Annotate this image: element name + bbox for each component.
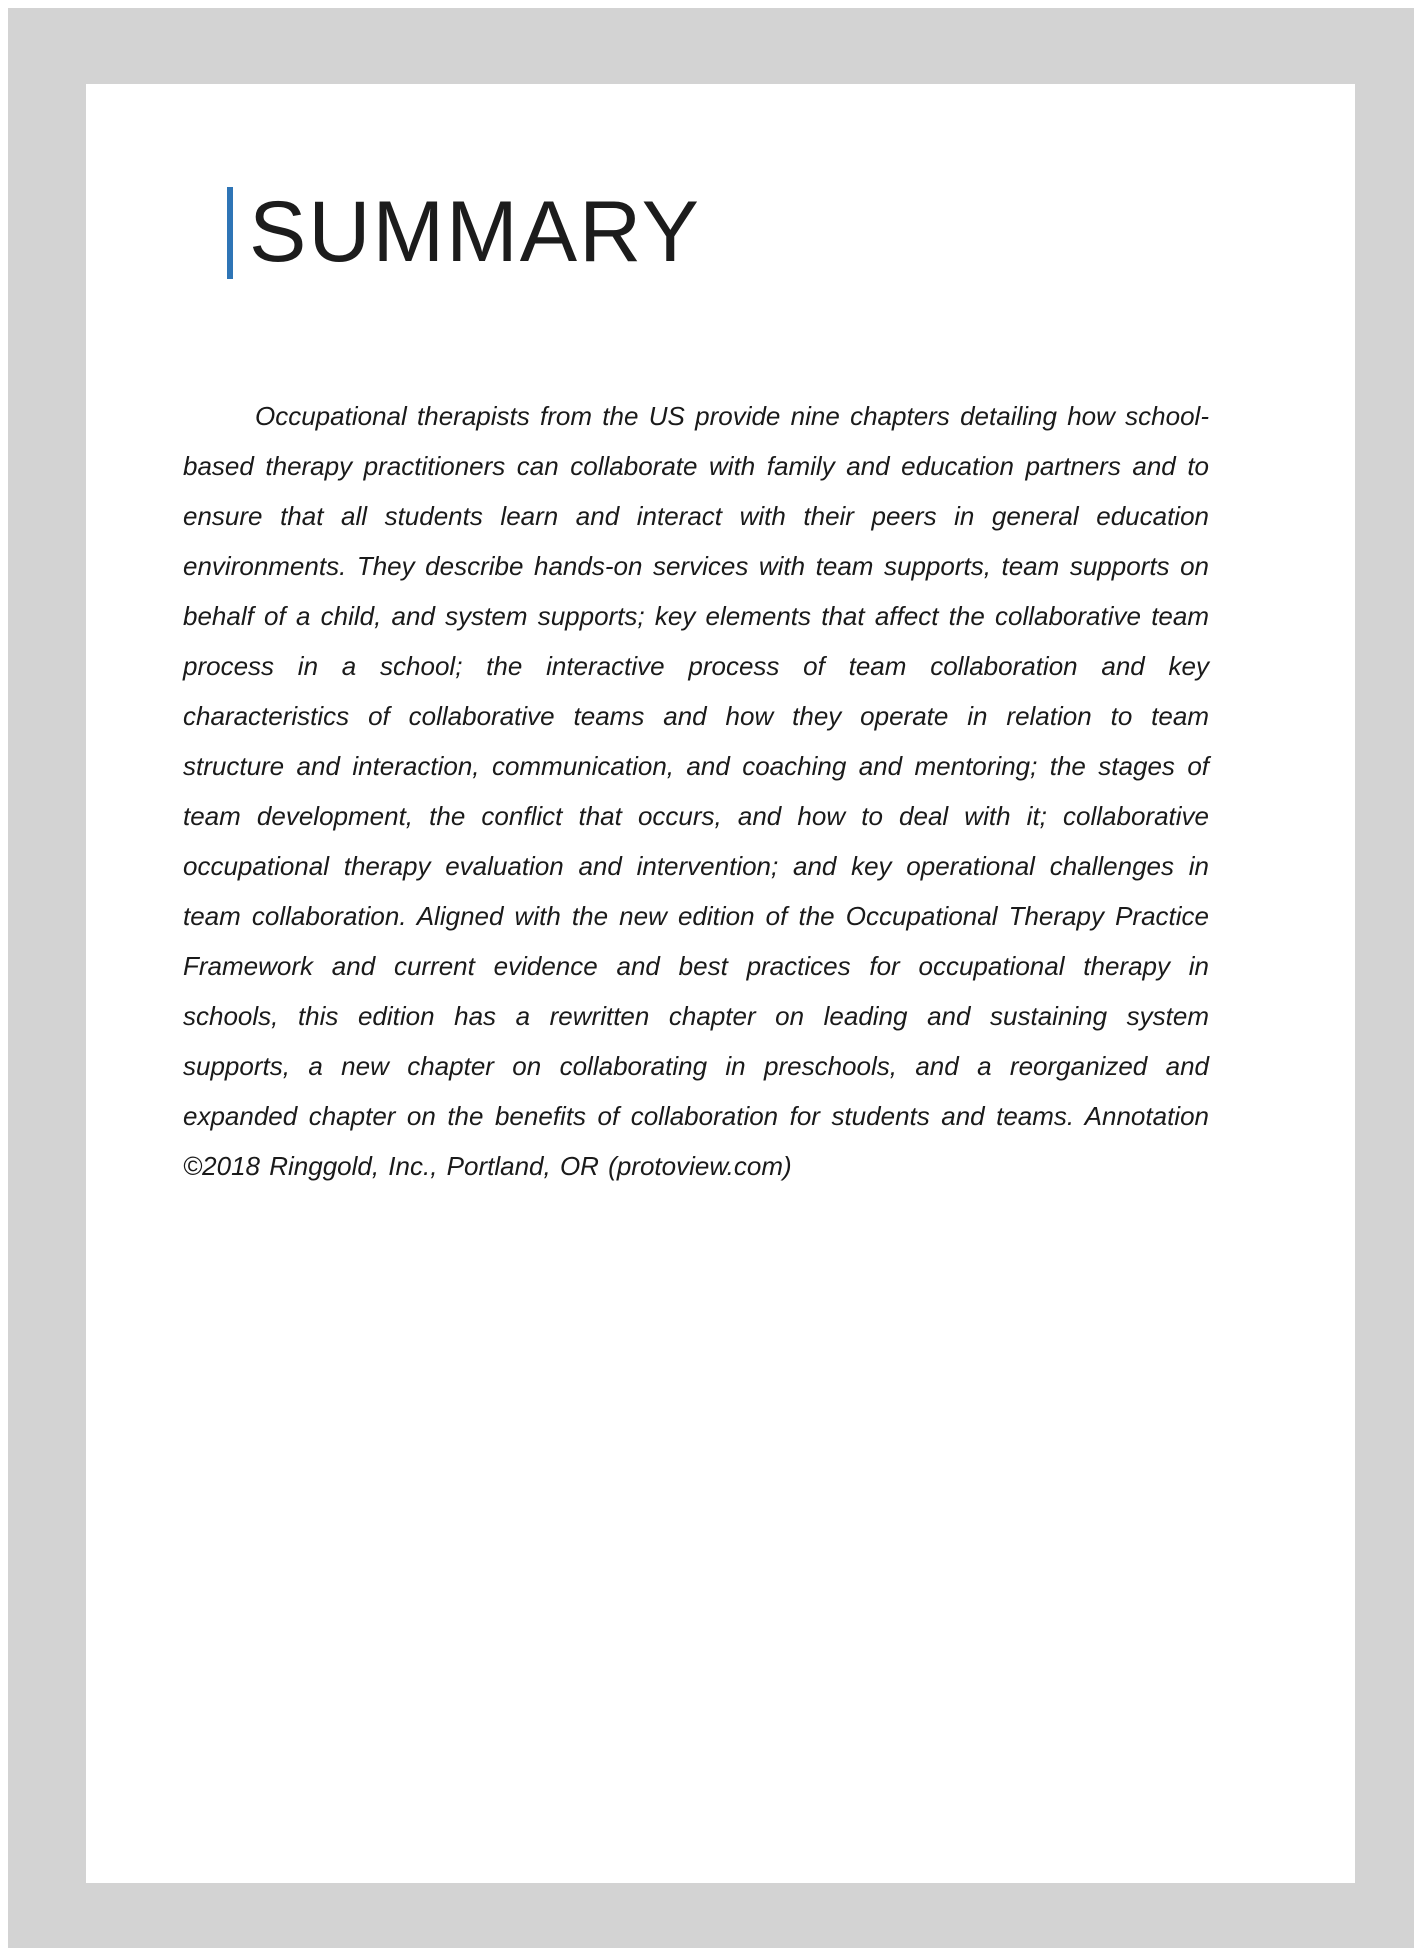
page-title: SUMMARY <box>249 184 702 280</box>
summary-paragraph: Occupational therapists from the US provide nine chapters detailing how school-based therapy practitioners can collaborate with family and education partners and to ensure that all students learn and interact with their peers in general education environments. They describe hands-on services with team supports, team supports on behalf of a child, and system supports; key elements that affect the collaborative team process in a school; the interactive process of team collaboration and key characteristics of collaborative teams and how they operate in relation to team structure and interaction, communication, and coaching and mentoring; the stages of team development, the conflict that occurs, and how to deal with it; collaborative occupational therapy evaluation and intervention; and key operational challenges in team collaboration. Aligned with the new edition of the Occupational Therapy Practice Framework and current evidence and best practices for occupational therapy in schools, this edition has a rewritten chapter on leading and sustaining system supports, a new chapter on collaborating in preschools, and a reorganized and expanded chapter on the benefits of collaboration for students and teams. Annotation ©2018 Ringgold, Inc., Portland, OR (protoview.com) <box>183 401 1209 1181</box>
document-page <box>86 84 1355 1883</box>
summary-heading <box>227 180 701 284</box>
page-frame <box>8 8 1414 1948</box>
